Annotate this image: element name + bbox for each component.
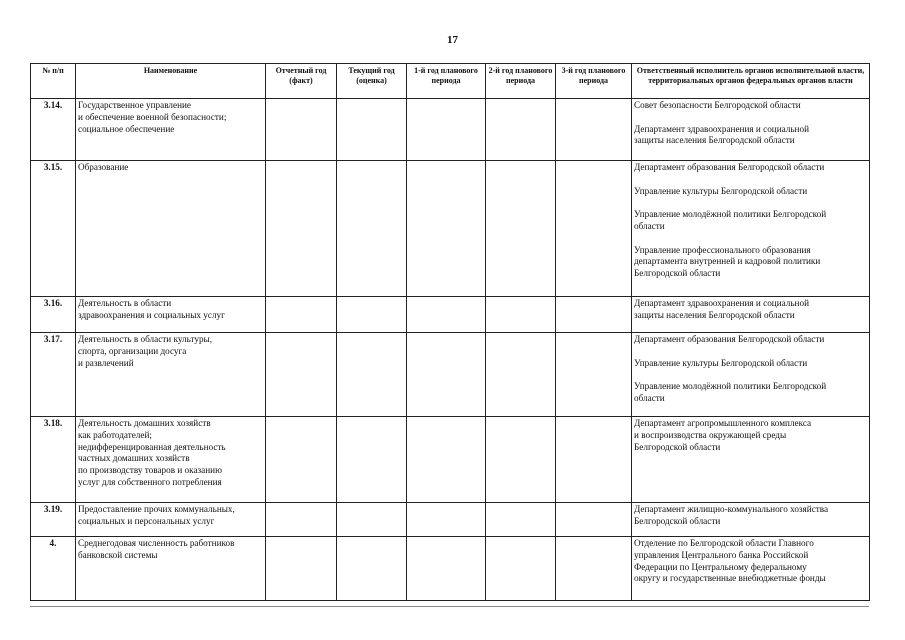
executor-line: Белгородской области [634,268,721,279]
executor-line: Управление молодёжной политики Белгородской [634,381,827,392]
executor-line: Департамент образования Белгородской области [634,162,825,172]
executor-line: защиты населения Белгородской области [634,309,795,320]
table-row [31,297,870,333]
indicator-name-line: Деятельность в области культуры, [78,334,213,344]
indicator-name [76,417,266,503]
header-plan-year-2: 2-й год планового периода [486,64,556,99]
responsible-executor [632,417,870,503]
indicator-name [76,333,266,417]
responsible-executor [632,99,870,161]
indicator-name-line: банковской системы [78,549,158,560]
value-cell-plan-year-1 [407,161,486,297]
executor-line: защиты населения Белгородской области [634,135,795,146]
indicator-name-line: Деятельность в области [78,298,172,308]
executor-line: Департамент жилищно-коммунального хозяйства [634,504,829,514]
value-cell-plan-year-2 [486,503,556,537]
value-cell-current-year [337,297,407,333]
executor-line: Департамент здравоохранения и социальной [634,298,809,308]
value-cell-plan-year-2 [486,297,556,333]
executor-line: Управление молодёжной политики Белгородской [634,209,827,220]
value-cell-report-year [266,503,337,537]
table-row [31,537,870,601]
executor-line: Отделение по Белгородской области Главного [634,538,814,548]
value-cell-plan-year-2 [486,333,556,417]
row-number: 3.14. [31,99,76,161]
value-cell-plan-year-3 [556,333,632,417]
value-cell-plan-year-2 [486,99,556,161]
value-cell-current-year [337,333,407,417]
executor-line: Белгородской области [634,515,721,526]
responsible-executor [632,503,870,537]
indicator-name-line: как работодателей; [78,429,152,440]
table-row [31,333,870,417]
table-row [31,417,870,503]
executor-line [634,346,867,358]
value-cell-current-year [337,503,407,537]
table-body [31,99,870,601]
indicator-name-line: услуг для собственного потребления [78,476,222,487]
table-row [31,99,870,161]
indicator-name-line: недифференцированная деятельность [78,441,226,452]
indicator-name-line: частных домашних хозяйств [78,453,190,464]
value-cell-plan-year-3 [556,537,632,601]
row-number: 3.16. [31,297,76,333]
executor-line [634,174,867,186]
value-cell-current-year [337,417,407,503]
executor-line: Управление профессионального образования [634,244,811,255]
responsible-executor [632,161,870,297]
value-cell-plan-year-1 [407,537,486,601]
indicator-name-line: Образование [78,162,129,172]
table-row [31,503,870,537]
executor-line: области [634,220,665,231]
header-plan-year-1: 1-й год планового периода [407,64,486,99]
header-name: Наименование [76,64,266,99]
header-plan-year-3: 3-й год планового периода [556,64,632,99]
value-cell-plan-year-1 [407,503,486,537]
value-cell-current-year [337,161,407,297]
header-num: № п/п [31,64,76,99]
responsible-executor [632,333,870,417]
row-number: 4. [31,537,76,601]
row-number: 3.18. [31,417,76,503]
indicator-name-line: по производству товаров и оказанию [78,465,222,476]
value-cell-plan-year-2 [486,537,556,601]
indicator-name [76,537,266,601]
value-cell-current-year [337,537,407,601]
executor-line [634,197,867,209]
executor-line: Управление культуры Белгородской области [634,185,808,196]
executor-line: Белгородской области [634,441,721,452]
value-cell-report-year [266,333,337,417]
value-cell-report-year [266,417,337,503]
executor-line: Департамент агропромышленного комплекса [634,418,812,428]
value-cell-plan-year-2 [486,417,556,503]
executor-line: Совет безопасности Белгородской области [634,100,801,110]
indicators-table [30,63,870,601]
value-cell-plan-year-1 [407,333,486,417]
row-number: 3.15. [31,161,76,297]
value-cell-plan-year-3 [556,503,632,537]
table-row [31,161,870,297]
value-cell-report-year [266,161,337,297]
executor-line [634,369,867,381]
executor-line [634,112,867,124]
indicator-name [76,99,266,161]
executor-line [634,233,867,245]
value-cell-plan-year-3 [556,297,632,333]
header-report-year: Отчетный год (факт) [266,64,337,99]
executor-line: и воспроизводства окружающей среды [634,429,787,440]
indicator-name-line: социальных и персональных услуг [78,515,215,526]
executor-line: Федерации по Центральному федеральному [634,561,807,572]
value-cell-plan-year-2 [486,161,556,297]
value-cell-plan-year-3 [556,417,632,503]
executor-line: округу и государственные внебюджетные фонды [634,573,826,584]
header-executor: Ответственный исполнитель органов исполнительной власти, территориальных органов федеральных органов власти [632,64,870,99]
executor-line: департамента внутренней и кадровой политики [634,256,821,267]
indicator-name [76,297,266,333]
row-number: 3.19. [31,503,76,537]
indicator-name-line: и развлечений [78,357,134,368]
indicator-name-line: Деятельность домашних хозяйств [78,418,211,428]
indicator-name-line: Государственное управление [78,100,191,110]
executor-line: Департамент здравоохранения и социальной [634,123,809,134]
indicator-name-line: и обеспечение военной безопасности; [78,111,227,122]
responsible-executor [632,537,870,601]
value-cell-report-year [266,297,337,333]
indicator-name-line: социальное обеспечение [78,123,175,134]
page-bottom-line [30,606,869,607]
indicator-name-line: Предоставление прочих коммунальных, [78,504,235,514]
value-cell-plan-year-1 [407,417,486,503]
value-cell-report-year [266,537,337,601]
executor-line: управления Центрального банка Российской [634,549,809,560]
executor-line: Департамент образования Белгородской области [634,334,825,344]
indicator-name-line: здравоохранения и социальных услуг [78,309,225,320]
row-number: 3.17. [31,333,76,417]
value-cell-plan-year-3 [556,161,632,297]
value-cell-plan-year-1 [407,297,486,333]
indicator-name-line: Среднегодовая численность работников [78,538,235,548]
executor-line: области [634,392,665,403]
executor-line: Управление культуры Белгородской области [634,357,808,368]
page-number: 17 [447,34,458,46]
responsible-executor [632,297,870,333]
value-cell-report-year [266,99,337,161]
indicator-name [76,503,266,537]
value-cell-plan-year-1 [407,99,486,161]
value-cell-plan-year-3 [556,99,632,161]
header-current-year: Текущий год (оценка) [337,64,407,99]
indicator-name-line: спорта, организации досуга [78,345,187,356]
value-cell-current-year [337,99,407,161]
indicator-name [76,161,266,297]
header-row [31,64,870,99]
